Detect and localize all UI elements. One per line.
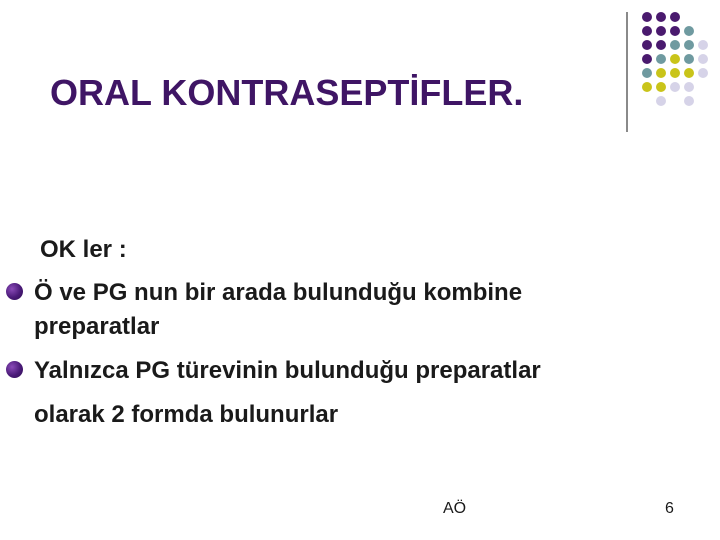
- decorative-dot: [670, 82, 680, 92]
- decorative-dot: [684, 82, 694, 92]
- decorative-dot: [684, 54, 694, 64]
- decorative-dot: [656, 82, 666, 92]
- bullet-1-line-1: Ö ve PG nun bir arada bulunduğu kombine: [34, 279, 523, 306]
- decorative-dot: [656, 40, 666, 50]
- bullet-1-line-2: preparatlar: [34, 313, 160, 340]
- decorative-dot: [670, 12, 680, 22]
- decorative-dot: [670, 68, 680, 78]
- decorative-dot: [656, 68, 666, 78]
- slide-title: ORAL KONTRASEPTİFLER.: [50, 72, 524, 113]
- bullet-icon: [6, 283, 23, 300]
- decorative-dot: [684, 26, 694, 36]
- decorative-dot: [642, 26, 652, 36]
- decorative-dot: [656, 96, 666, 106]
- decorative-dot: [684, 68, 694, 78]
- decorative-dot: [642, 40, 652, 50]
- decorative-dot: [642, 82, 652, 92]
- decorative-dot-grid: [0, 0, 720, 140]
- decorative-dot: [642, 54, 652, 64]
- decorative-dot: [698, 54, 708, 64]
- page-number: 6: [665, 500, 674, 517]
- bullet-2-line-1: Yalnızca PG türevinin bulunduğu preparatlar: [34, 357, 541, 384]
- decorative-dot: [642, 68, 652, 78]
- decorative-dot: [656, 26, 666, 36]
- closing-text: olarak 2 formda bulunurlar: [34, 401, 339, 428]
- footer-author: AÖ: [443, 500, 467, 517]
- bullet-icon: [6, 361, 23, 378]
- decorative-dot: [656, 54, 666, 64]
- decorative-dot: [670, 54, 680, 64]
- intro-text: OK ler :: [40, 236, 127, 263]
- decorative-dot: [656, 12, 666, 22]
- decorative-dot: [670, 40, 680, 50]
- decorative-dot: [684, 40, 694, 50]
- decorative-dot: [642, 12, 652, 22]
- decorative-dot: [684, 96, 694, 106]
- decorative-dot: [698, 68, 708, 78]
- decorative-dot: [670, 26, 680, 36]
- decorative-dot: [698, 40, 708, 50]
